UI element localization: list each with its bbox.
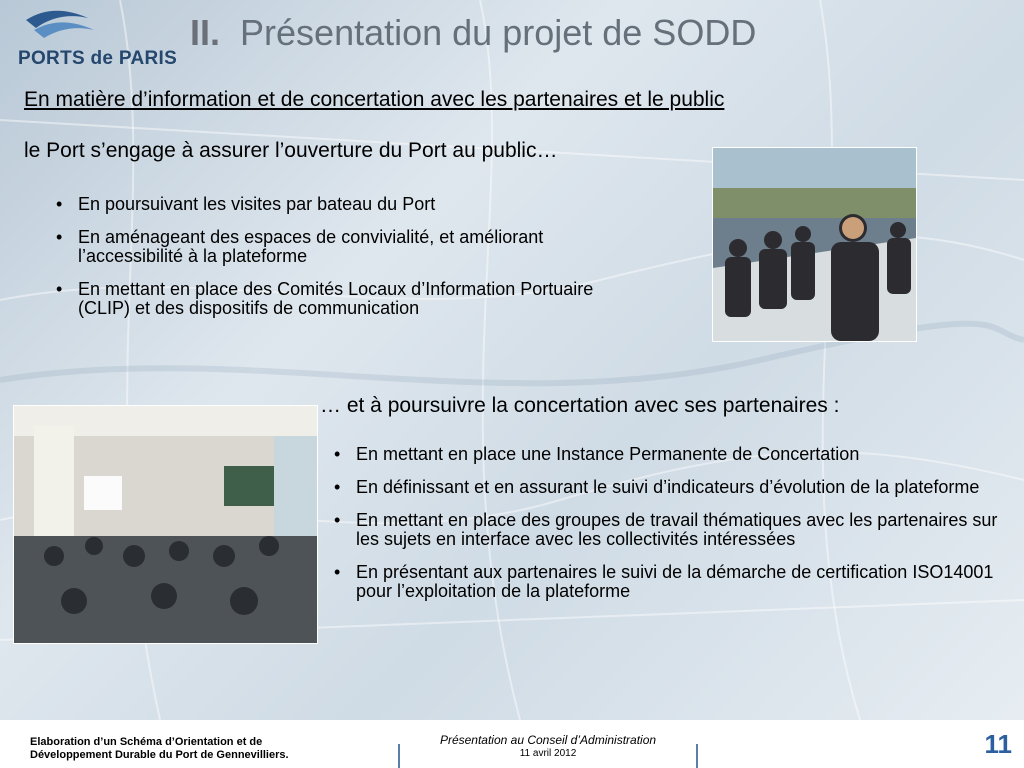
list-item: • En définissant et en assurant le suivi d’indicateurs d’évolution de la plateforme	[330, 478, 1020, 497]
list-item: • En présentant aux partenaires le suivi de la démarche de certification ISO14001 pour l’exploitation de la plateforme	[330, 563, 1020, 601]
footer-event	[400, 734, 696, 760]
section-number: II.	[190, 12, 221, 53]
title-text: Présentation du projet de SODD	[240, 12, 757, 53]
list-item: • En mettant en place des Comités Locaux d’Information Portuaire (CLIP) et des dispositifs de communication	[52, 280, 612, 318]
intro-text: le Port s’engage à assurer l’ouverture du Port au public…	[24, 139, 558, 162]
slide-title	[190, 12, 756, 54]
public-bullet-list	[52, 195, 612, 332]
page-number: 11	[984, 729, 1012, 759]
list-item: • En poursuivant les visites par bateau du Port	[52, 195, 612, 214]
list-item: • En mettant en place une Instance Permanente de Concertation	[330, 445, 1020, 464]
boat-visit-photo	[712, 147, 917, 342]
slide-footer	[0, 720, 1024, 768]
footer-event-title: Présentation au Conseil d’Administration	[439, 733, 657, 747]
list-item: • En mettant en place des groupes de travail thématiques avec les partenaires sur les sujets en interface avec les collectivités intéressées	[330, 511, 1020, 549]
footer-document-title	[30, 736, 289, 762]
partners-bullet-list	[330, 445, 1020, 615]
list-item: • En aménageant des espaces de convivialité, et améliorant l’accessibilité à la plateforme	[52, 228, 612, 266]
footer-left-line1: Elaboration d’un Schéma d’Orientation et de	[30, 736, 263, 748]
footer-separator	[696, 744, 698, 768]
footer-event-date: 11 avril 2012	[519, 748, 577, 759]
sub-intro-text: … et à poursuivre la concertation avec ses partenaires :	[320, 394, 840, 417]
footer-left-line2: Développement Durable du Port de Gennevilliers.	[30, 749, 289, 761]
logo-text: PORTS de PARIS	[18, 48, 178, 69]
section-heading: En matière d’information et de concertation avec les partenaires et le public	[24, 88, 725, 111]
meeting-room-photo	[13, 405, 318, 644]
wave-logo-icon	[8, 4, 168, 50]
ports-de-paris-logo	[8, 4, 178, 70]
